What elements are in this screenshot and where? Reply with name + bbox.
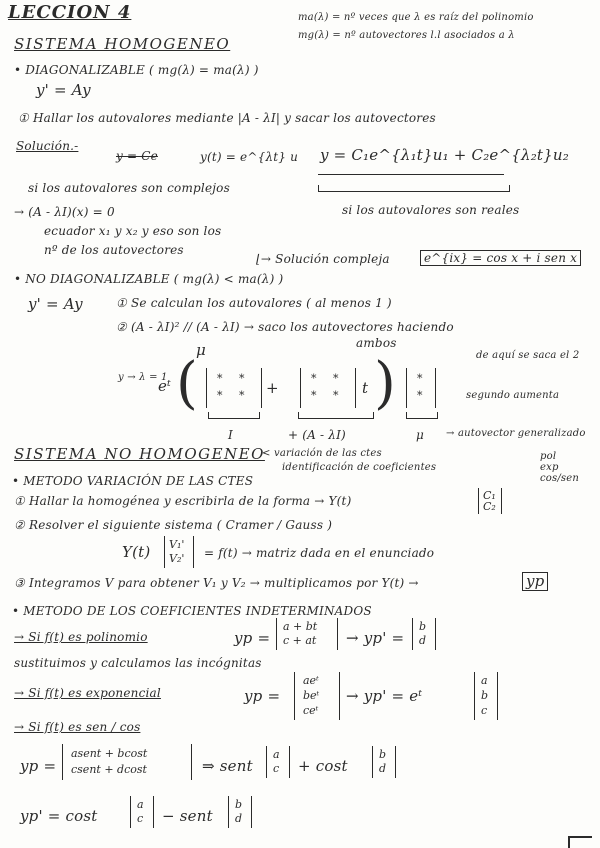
- mu-arrow-label: μ: [196, 341, 206, 359]
- nodiag-step1: ① Se calculan los autovalores ( al menos 1 ): [116, 296, 392, 310]
- non-diagonalizable-label: • NO DIAGONALIZABLE ( mg(λ) < ma(λ) ): [14, 272, 284, 286]
- variation-step1: ① Hallar la homogénea y escribirla de la forma → Y(t): [14, 494, 352, 508]
- page-corner-mark: [568, 836, 592, 848]
- ac-row: c: [273, 762, 280, 775]
- side-note-coef: identificación de coeficientes: [282, 462, 437, 473]
- m2-cell: *: [311, 372, 317, 385]
- exp-derivative: [474, 672, 498, 720]
- complex-solution-text: Solución compleja: [275, 252, 390, 266]
- y-lambda-note: y → λ = 1: [118, 372, 168, 383]
- close-paren: ): [374, 351, 396, 416]
- plus-cost: + cost: [298, 757, 348, 775]
- label-mu: μ: [416, 428, 424, 442]
- poly-d-row: b: [419, 620, 427, 633]
- plus-sign: +: [266, 379, 279, 397]
- yt-exponential: y(t) = e^{λt} u: [200, 150, 299, 164]
- substitute-note: sustituimos y calculamos las incógnitas: [14, 656, 262, 670]
- open-paren: (: [176, 351, 198, 416]
- exp-vector: [294, 672, 340, 720]
- m1-cell: *: [217, 389, 223, 402]
- trig-case: → Si f(t) es sen / cos: [14, 720, 141, 734]
- poly-vector: [276, 618, 338, 650]
- lesson-title: LECCION 4: [8, 2, 132, 23]
- exp-row: ceᵗ: [303, 704, 319, 717]
- general-solution: y = C₁e^{λ₁t}u₁ + C₂e^{λ₂t}u₂: [320, 146, 569, 164]
- solution-label: Solución.-: [16, 139, 79, 153]
- struck-equation: y = Ce: [116, 149, 158, 163]
- label-identity: I: [228, 428, 233, 442]
- Y-of-t: Y(t): [122, 543, 151, 561]
- bd2-row: b: [235, 798, 243, 811]
- exp-row: beᵗ: [303, 689, 320, 702]
- minus-sent: − sent: [162, 807, 213, 825]
- vec-cell: *: [417, 389, 423, 402]
- m2-cell: *: [311, 389, 317, 402]
- brace-mu: [406, 412, 438, 419]
- exp-d-row: c: [481, 704, 488, 717]
- nodiag-ode: y' = Ay: [28, 295, 83, 313]
- exp-d-row: b: [481, 689, 489, 702]
- exp-d-row: a: [481, 674, 488, 687]
- real-brace: [318, 185, 510, 192]
- method-coefficients: • METODO DE LOS COEFICIENTES INDETERMINADOS: [12, 604, 372, 618]
- bd-row: b: [379, 748, 387, 761]
- c-vector: [478, 488, 502, 514]
- v1-prime: V₁': [169, 538, 185, 551]
- exp-case: → Si f(t) es exponencial: [14, 686, 161, 700]
- method-variation: • METODO VARIACIÓN DE LAS CTES: [12, 474, 254, 488]
- yp-prime-trig: yp' = cost: [20, 807, 98, 825]
- trig-row: csent + dcost: [71, 763, 147, 776]
- f-equation: = f(t) → matriz dada en el enunciado: [204, 546, 435, 560]
- side-cos: cos/sen: [540, 473, 580, 484]
- bd-vector: [372, 746, 396, 778]
- matrix-identity: [206, 368, 262, 408]
- exp-factor: eᵗ: [158, 377, 171, 395]
- c2: C₂: [483, 500, 496, 513]
- label-a-lambda: + (A - λI): [288, 428, 346, 442]
- ac-vector-2: [130, 796, 154, 828]
- here-note: de aquí se saca el 2: [476, 350, 580, 361]
- bd2-row: d: [235, 812, 243, 825]
- brace-identity: [208, 412, 260, 419]
- t-variable: t: [362, 379, 369, 397]
- ac-row: a: [273, 748, 280, 761]
- nonhomogeneous-heading: SISTEMA NO HOMOGENEO: [14, 445, 265, 463]
- v2-prime: V₂': [169, 552, 185, 565]
- variation-step2: ② Resolver el siguiente sistema ( Cramer / Gauss ): [14, 518, 333, 532]
- complex-solution-label: ⌊→ Solución compleja: [256, 252, 390, 266]
- side-note-variation-text: variación de las ctes: [273, 448, 382, 459]
- matrix-a-lambda: [300, 368, 356, 408]
- poly-d-row: d: [419, 634, 427, 647]
- yp-eq-poly: yp =: [234, 629, 271, 647]
- side-exp: exp: [540, 462, 559, 473]
- ac-vector: [266, 746, 290, 778]
- step-eigenvalues: ① Hallar los autovalores mediante |A - λI| y sacar los autovectores: [18, 111, 436, 125]
- m1-cell: *: [217, 372, 223, 385]
- complex-eigen-note: si los autovalores son complejos: [28, 181, 230, 195]
- poly-case: → Si f(t) es polinomio: [14, 630, 148, 644]
- m1-cell: *: [239, 372, 245, 385]
- ac2-row: a: [137, 798, 144, 811]
- second-note: segundo aumenta: [466, 390, 560, 401]
- bd-row: d: [379, 762, 387, 775]
- nodiag-step2-both: ambos: [356, 336, 397, 350]
- num-vectors-note: nº de los autovectores: [44, 243, 184, 257]
- determinant-equation: → (A - λI)(x) = 0: [14, 205, 115, 219]
- trig-row: asent + bcost: [71, 747, 148, 760]
- solve-x-note: ecuador x₁ y x₂ y eso son los: [44, 224, 222, 238]
- brace-a-lambda: [298, 412, 374, 419]
- m2-cell: *: [333, 372, 339, 385]
- mg-definition: mg(λ) = nº autovectores l.l asociados a λ: [298, 30, 515, 41]
- sent-label: ⇒ sent: [202, 757, 253, 775]
- yp-eq-trig: yp =: [20, 757, 57, 775]
- general-solution-underline: [318, 174, 504, 175]
- vec-cell: *: [417, 372, 423, 385]
- bd-vector-2: [228, 796, 252, 828]
- variation-step3: ③ Integramos V para obtener V₁ y V₂ → multiplicamos por Y(t) →: [14, 576, 419, 590]
- yp-boxed: yp: [522, 572, 548, 591]
- poly-derivative: [412, 618, 436, 650]
- ac2-row: c: [137, 812, 144, 825]
- diagonalizable-label: • DIAGONALIZABLE ( mg(λ) = ma(λ) ): [14, 63, 259, 77]
- m1-cell: *: [239, 389, 245, 402]
- yp-prime-exp: → yp' = eᵗ: [346, 687, 423, 705]
- vector-mu: [406, 368, 436, 408]
- ma-definition: ma(λ) = nº veces que λ es raíz del polinomio: [298, 12, 534, 23]
- side-pol: pol: [540, 451, 557, 462]
- generalized-vector-note: → autovector generalizado: [446, 428, 586, 439]
- homogeneous-heading: SISTEMA HOMOGENEO: [14, 35, 231, 53]
- side-note-variation: < variación de las ctes: [262, 448, 382, 459]
- c1: C₁: [483, 489, 496, 502]
- yp-eq-exp: yp =: [244, 687, 281, 705]
- nodiag-step2: ② (A - λI)² // (A - λI) → saco los autovectores haciendo: [116, 320, 454, 334]
- real-eigen-note: si los autovalores son reales: [342, 203, 520, 217]
- exp-row: aeᵗ: [303, 674, 319, 687]
- ode-equation: y' = Ay: [36, 81, 91, 99]
- m2-cell: *: [333, 389, 339, 402]
- poly-row: a + bt: [283, 620, 318, 633]
- euler-formula: e^{ix} = cos x + i sen x: [420, 250, 581, 266]
- v-vector: [164, 536, 194, 568]
- poly-row: c + at: [283, 634, 317, 647]
- yp-prime-poly: → yp' =: [346, 629, 405, 647]
- trig-vector: [62, 744, 192, 780]
